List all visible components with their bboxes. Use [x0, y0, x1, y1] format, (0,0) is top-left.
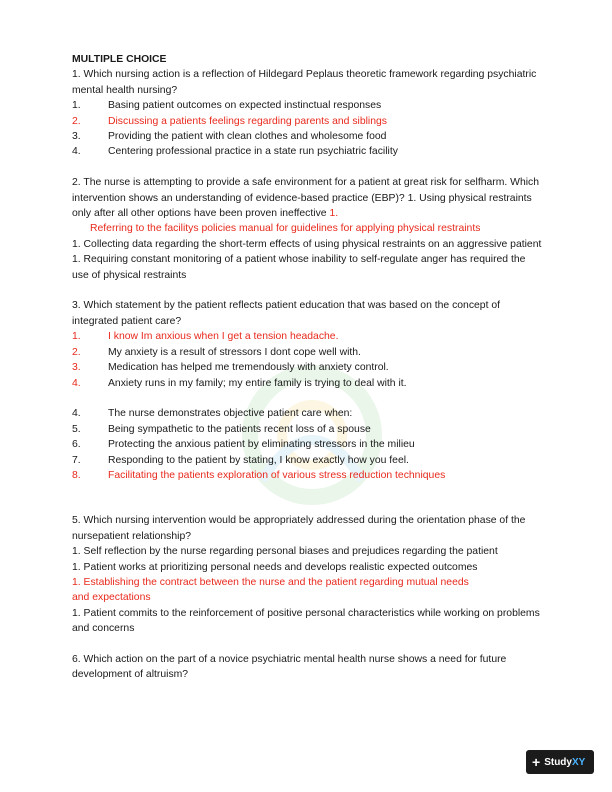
- q3-option-3: 3. Medication has helped me tremendously with anxiety control.: [72, 362, 389, 374]
- q5-option-4: 1. Patient commits to the reinforcement of positive personal characteristics while working on problems and concerns: [72, 607, 540, 635]
- section-heading: MULTIPLE CHOICE: [72, 54, 167, 65]
- q1-option-4: 4. Centering professional practice in a state run psychiatric facility: [72, 146, 398, 158]
- q1-option-1: 1. Basing patient outcomes on expected instinctual responses: [72, 100, 382, 112]
- q5-option-1: 1. Self reflection by the nurse regarding personal biases and prejudices regarding the patient: [72, 546, 498, 558]
- question-1-stem: 1. Which nursing action is a reflection of Hildegard Peplaus theoretic framework regarding psychiatric mental health nursing?: [72, 69, 537, 96]
- q2-option-3: 1. Collecting data regarding the short-term effects of using physical restraints on an aggressive patient: [72, 238, 542, 250]
- q3-option-2: 2. My anxiety is a result of stressors I dont cope well with.: [72, 346, 361, 358]
- q4-option-7: 7. Responding to the patient by stating, I know exactly how you feel.: [72, 454, 409, 466]
- question-3-stem: 3. Which statement by the patient reflects patient education that was based on the concept of integrated patient care?: [72, 300, 501, 327]
- q5-answer-line-1: 1. Establishing the contract between the nurse and the patient regarding mutual needs: [72, 576, 469, 588]
- question-5-stem: 5. Which nursing intervention would be appropriately addressed during the orientation phase of the nursepatient relationship?: [72, 515, 526, 542]
- plus-icon: +: [532, 754, 541, 770]
- document-body: [72, 52, 542, 683]
- q2-option-4: 1. Requiring constant monitoring of a patient whose inability to self-regulate anger has required the use of physical restraints: [72, 254, 526, 281]
- question-4-stem: 4. The nurse demonstrates objective patient care when:: [72, 408, 353, 420]
- q5-answer-line-2: and expectations: [72, 592, 151, 604]
- q5-option-2: 1. Patient works at prioritizing personal needs and develops realistic expected outcomes: [72, 561, 478, 573]
- badge-label: StudyXY: [544, 756, 586, 768]
- q4-option-8-answer: 8. Facilitating the patients exploration of various stress reduction techniques: [72, 469, 446, 481]
- q2-answer: Referring to the facilitys policies manual for guidelines for applying physical restraints: [90, 223, 481, 235]
- studyxy-badge[interactable]: [526, 750, 594, 774]
- q4-option-5: 5. Being sympathetic to the patients recent loss of a spouse: [72, 423, 371, 435]
- q1-option-3: 3. Providing the patient with clean clothes and wholesome food: [72, 131, 387, 143]
- q3-option-1: 1. I know Im anxious when I get a tension headache.: [72, 331, 339, 343]
- question-2-stem: 2. The nurse is attempting to provide a safe environment for a patient at great risk for selfharm. Which intervention shows an understanding of evidence-based practice (EBP)? 1. Using physical restraints only after all other options have been proven ineffective 1.: [72, 177, 540, 220]
- q3-option-4: 4. Anxiety runs in my family; my entire family is trying to deal with it.: [72, 377, 407, 389]
- q4-option-6: 6. Protecting the anxious patient by eliminating stressors in the milieu: [72, 439, 415, 451]
- question-6-stem: 6. Which action on the part of a novice psychiatric mental health nurse shows a need for future development of altruism?: [72, 653, 507, 681]
- q1-option-2-answer: 2. Discussing a patients feelings regarding parents and siblings: [72, 115, 387, 127]
